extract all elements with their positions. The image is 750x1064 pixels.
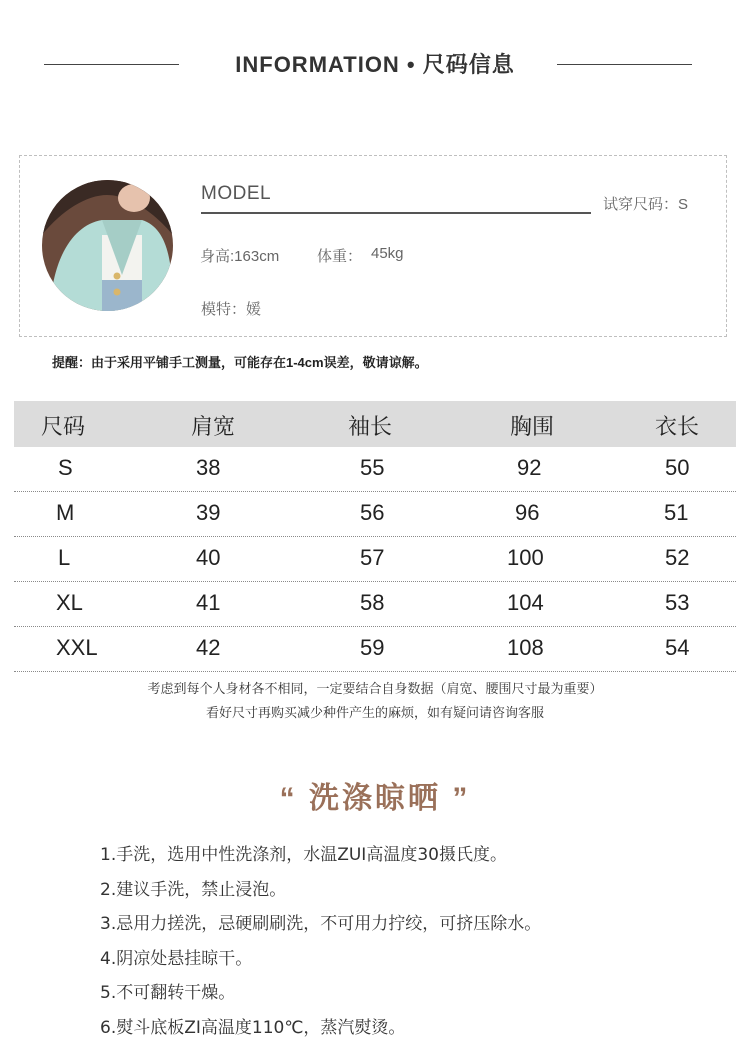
size-cell: L xyxy=(58,545,71,570)
size-cell: S xyxy=(58,455,73,480)
sleeve-cell: 55 xyxy=(360,455,385,480)
chest-cell: 104 xyxy=(507,590,544,615)
section-title: INFORMATION • 尺码信息 xyxy=(235,52,515,77)
table-header xyxy=(14,401,736,447)
header-length: 衣长 xyxy=(655,414,700,439)
model-name: 模特：媛 xyxy=(201,301,262,318)
model-info-card xyxy=(19,155,727,337)
tip-line: 看好尺寸再购买减少种件产生的麻烦，如有疑问请咨询客服 xyxy=(205,705,544,720)
header-sleeve: 袖长 xyxy=(348,414,393,439)
wash-item: 2.建议手洗，禁止浸泡。 xyxy=(100,879,287,900)
model-height: 身高:163cm xyxy=(200,248,280,265)
model-photo xyxy=(42,180,173,311)
sleeve-cell: 57 xyxy=(360,545,385,570)
table-row xyxy=(14,582,736,627)
header-line-right xyxy=(557,64,692,65)
sleeve-cell: 59 xyxy=(360,635,385,660)
table-row xyxy=(14,537,736,582)
length-cell: 50 xyxy=(665,455,690,480)
length-cell: 52 xyxy=(665,545,690,570)
chest-cell: 92 xyxy=(517,455,542,480)
size-cell: M xyxy=(56,500,75,525)
wash-item: 4.阴凉处悬挂晾干。 xyxy=(100,948,253,969)
table-row xyxy=(14,447,736,492)
length-cell: 53 xyxy=(665,590,690,615)
model-underline xyxy=(201,212,591,214)
model-weight-value: 45kg xyxy=(371,245,404,262)
size-cell: XXL xyxy=(56,635,98,660)
sleeve-cell: 58 xyxy=(360,590,385,615)
tip-line: 考虑到每个人身材各不相同，一定要结合自身数据（肩宽、腰围尺寸最为重要） xyxy=(147,681,603,696)
sleeve-cell: 56 xyxy=(360,500,385,525)
header-chest: 胸围 xyxy=(510,414,555,439)
length-cell: 51 xyxy=(664,500,689,525)
table-row xyxy=(14,627,736,672)
size-tips xyxy=(0,677,750,725)
model-label: MODEL xyxy=(201,183,272,204)
measurement-notice: 提醒：由于采用平铺手工测量，可能存在1-4cm误差，敬请谅解。 xyxy=(52,355,428,370)
model-weight-label: 体重： xyxy=(317,248,363,265)
wash-item: 6.熨斗底板ZI高温度110℃，蒸汽熨烫。 xyxy=(100,1017,406,1038)
header-shoulder: 肩宽 xyxy=(191,414,236,439)
chest-cell: 96 xyxy=(515,500,540,525)
chest-cell: 108 xyxy=(507,635,544,660)
wash-title: “ 洗涤晾晒 ” xyxy=(279,782,471,815)
size-cell: XL xyxy=(56,590,83,615)
table-row xyxy=(14,492,736,537)
shoulder-cell: 42 xyxy=(196,635,221,660)
size-table xyxy=(14,401,736,672)
shoulder-cell: 39 xyxy=(196,500,221,525)
shoulder-cell: 41 xyxy=(196,590,221,615)
length-cell: 54 xyxy=(665,635,690,660)
chest-cell: 100 xyxy=(507,545,544,570)
wash-instructions xyxy=(100,841,541,1048)
wash-item: 3.忌用力搓洗，忌硬刷刷洗，不可用力拧绞，可挤压除水。 xyxy=(100,914,542,934)
wash-item: 1.手洗，选用中性洗涤剂，水温ZUI高温度30摄氏度。 xyxy=(100,845,507,865)
wash-item: 5.不可翻转干燥。 xyxy=(100,983,236,1003)
fit-size: 试穿尺码：S xyxy=(603,196,689,213)
shoulder-cell: 40 xyxy=(196,545,221,570)
header-size: 尺码 xyxy=(41,414,86,439)
shoulder-cell: 38 xyxy=(196,455,221,480)
